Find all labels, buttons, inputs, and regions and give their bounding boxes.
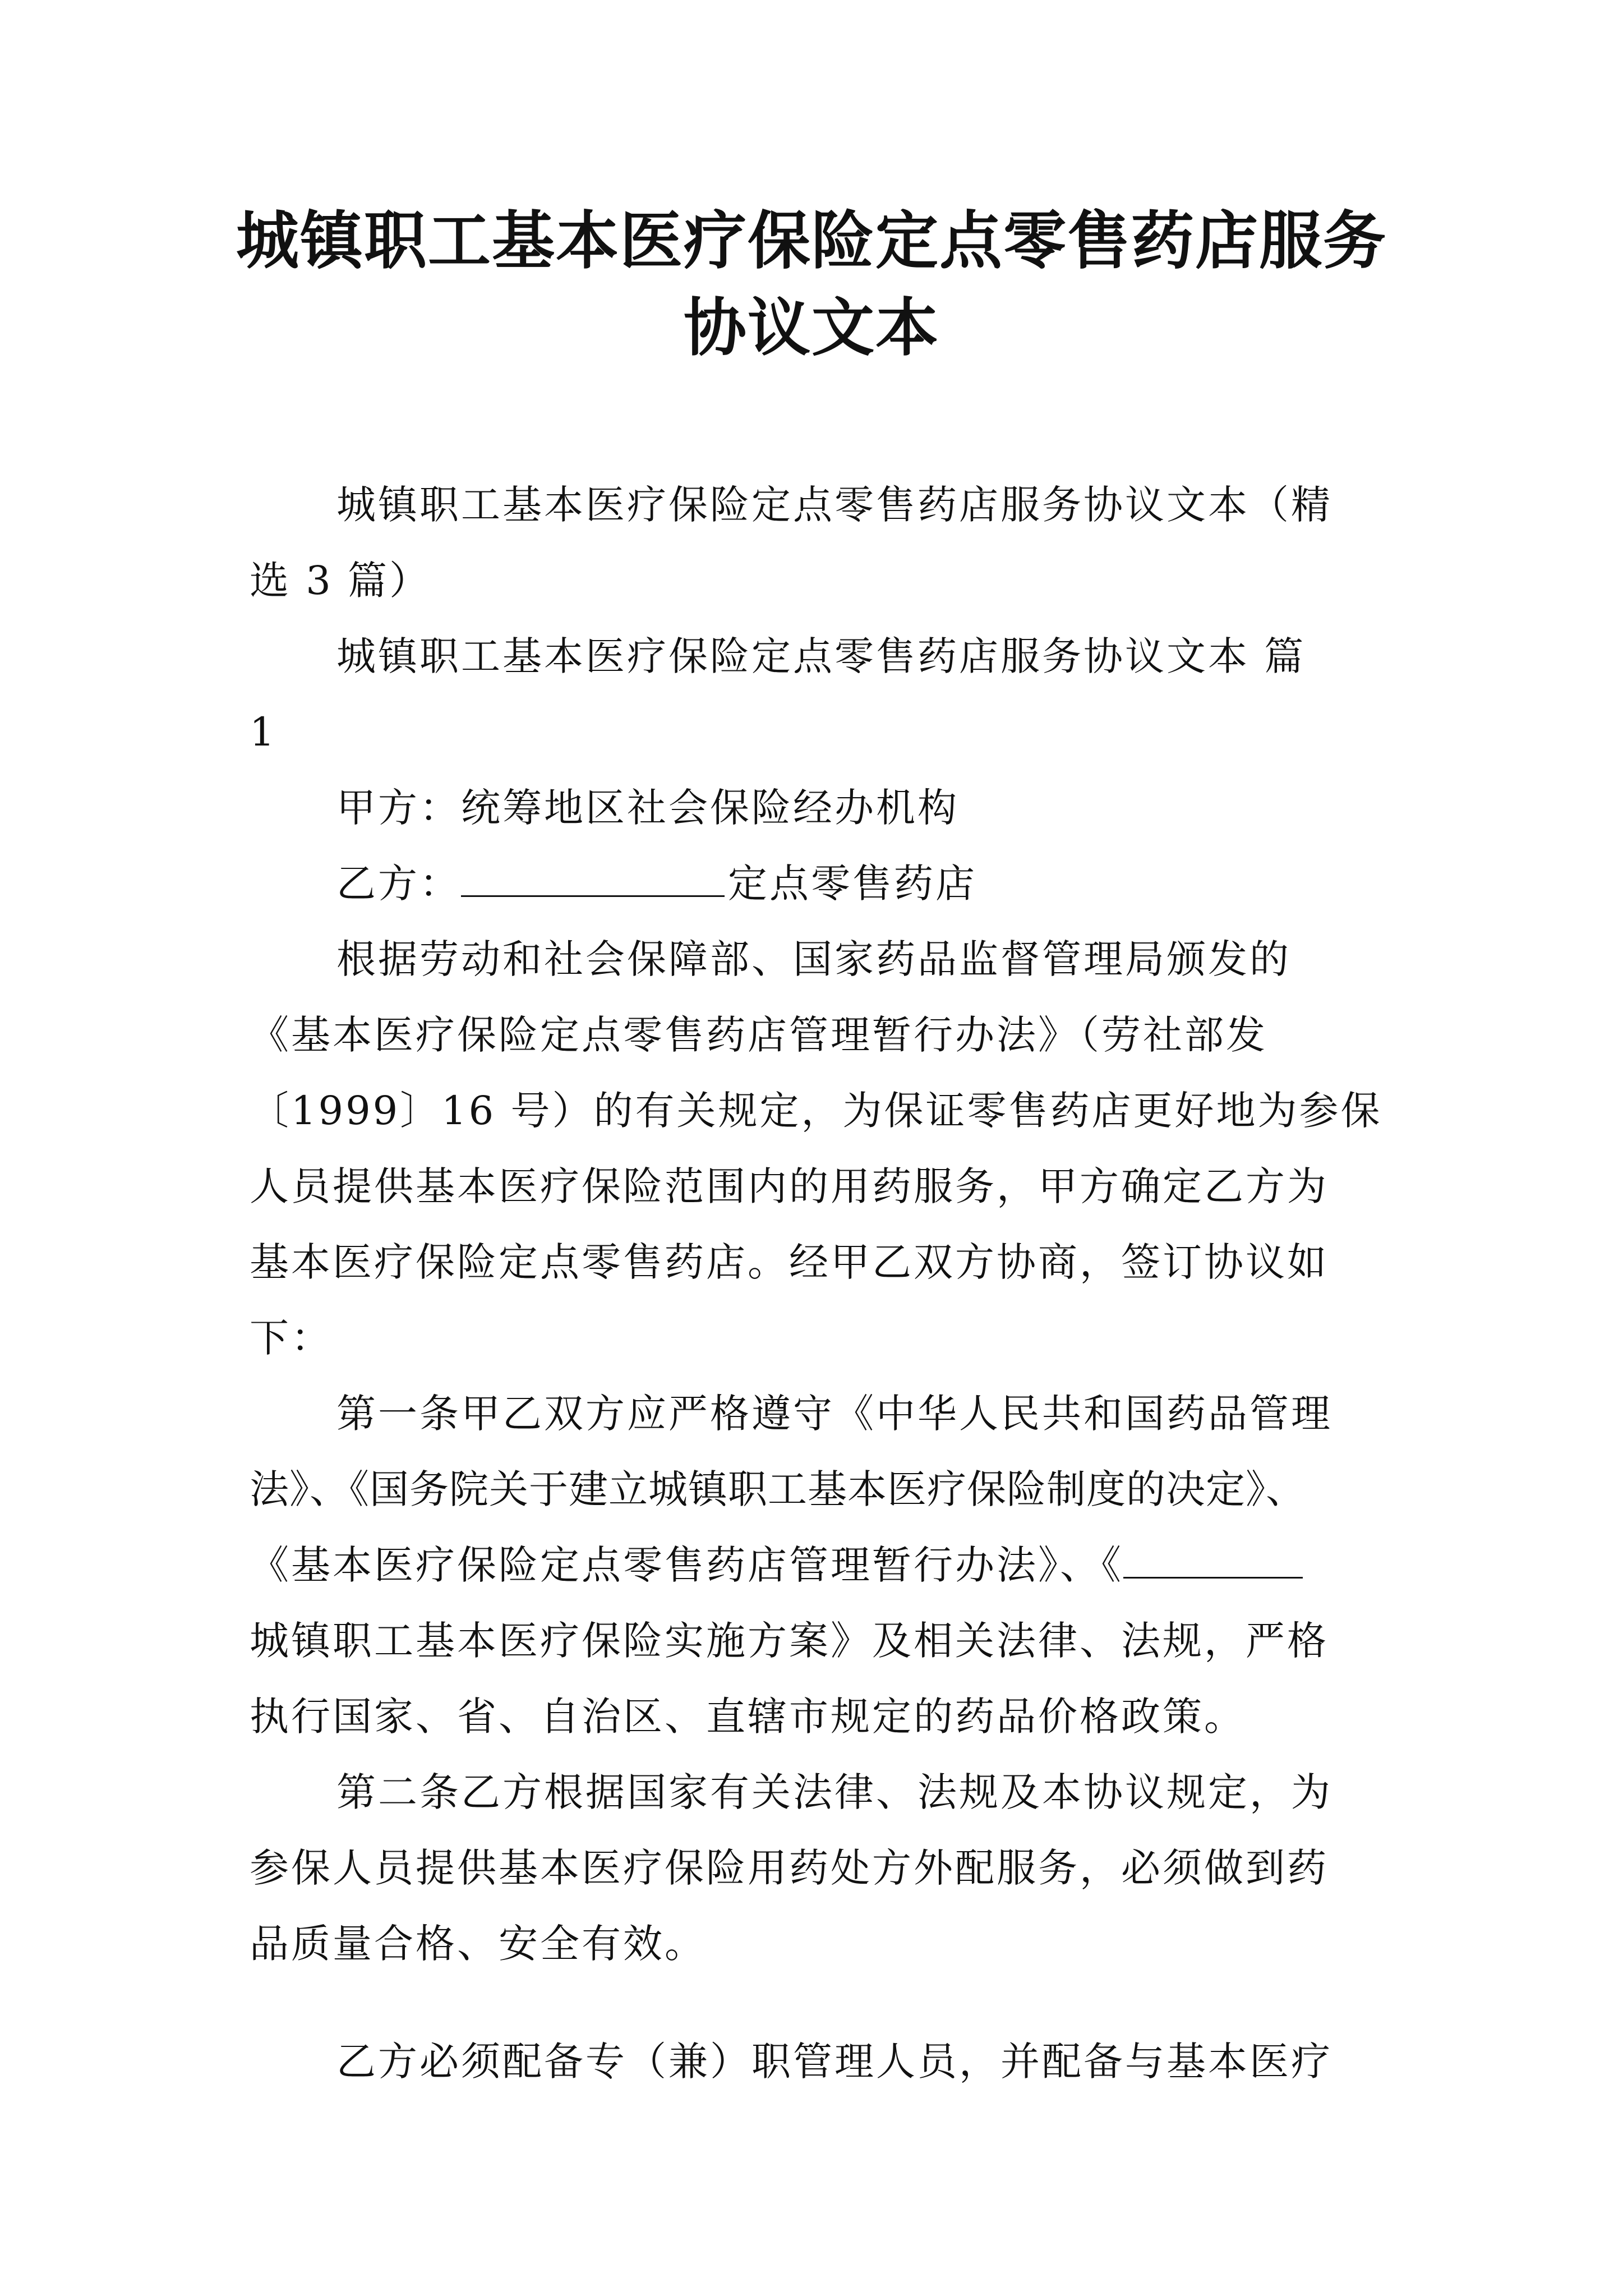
body-line: 品质量合格、安全有效。 xyxy=(250,1921,706,1967)
blank-underline xyxy=(1123,1543,1303,1579)
body-line: 法》、《国务院关于建立城镇职工基本医疗保险制度的决定》、 xyxy=(250,1466,1306,1512)
document-title-line-2: 协议文本 xyxy=(684,292,939,365)
body-line: 根据劳动和社会保障部、国家药品监督管理局颁发的 xyxy=(336,936,1291,982)
body-line: 城镇职工基本医疗保险实施方案》及相关法律、法规，严格 xyxy=(250,1618,1329,1664)
party-b-line xyxy=(336,858,977,909)
body-line: 《基本医疗保险定点零售药店管理暂行办法》（劳社部发 xyxy=(250,1012,1267,1058)
document-title-line-1: 城镇职工基本医疗保险定点零售药店服务 xyxy=(236,205,1387,278)
body-line: 城镇职工基本医疗保险定点零售药店服务协议文本 篇 xyxy=(336,633,1306,679)
body-line: 执行国家、省、自治区、直辖市规定的药品价格政策。 xyxy=(250,1694,1246,1740)
body-line: 参保人员提供基本医疗保险用药处方外配服务，必须做到药 xyxy=(250,1845,1329,1891)
body-line: 甲方：统筹地区社会保险经办机构 xyxy=(336,785,959,831)
body-line: 1 xyxy=(250,709,277,755)
body-line: 第一条甲乙双方应严格遵守《中华人民共和国药品管理 xyxy=(336,1391,1332,1437)
party-b-label: 乙方： xyxy=(336,861,461,907)
body-line: 城镇职工基本医疗保险定点零售药店服务协议文本（精 xyxy=(336,482,1332,528)
body-line: 基本医疗保险定点零售药店。经甲乙双方协商，签订协议如 xyxy=(250,1239,1329,1285)
act-line xyxy=(250,1540,1306,1590)
body-line: 人员提供基本医疗保险范围内的用药服务，甲方确定乙方为 xyxy=(250,1163,1329,1209)
blank-underline xyxy=(461,862,725,897)
body-line: 下： xyxy=(250,1315,333,1361)
body-line: 乙方必须配备专（兼）职管理人员，并配备与基本医疗 xyxy=(336,2039,1332,2085)
body-line: 〔1999〕16 号）的有关规定，为保证零售药店更好地为参保 xyxy=(250,1088,1382,1134)
body-line: 第二条乙方根据国家有关法律、法规及本协议规定，为 xyxy=(336,1769,1332,1815)
party-b-suffix: 定点零售药店 xyxy=(728,861,977,907)
act-text: 《基本医疗保险定点零售药店管理暂行办法》、《 xyxy=(250,1542,1123,1588)
body-line: 选 3 篇） xyxy=(250,558,431,604)
